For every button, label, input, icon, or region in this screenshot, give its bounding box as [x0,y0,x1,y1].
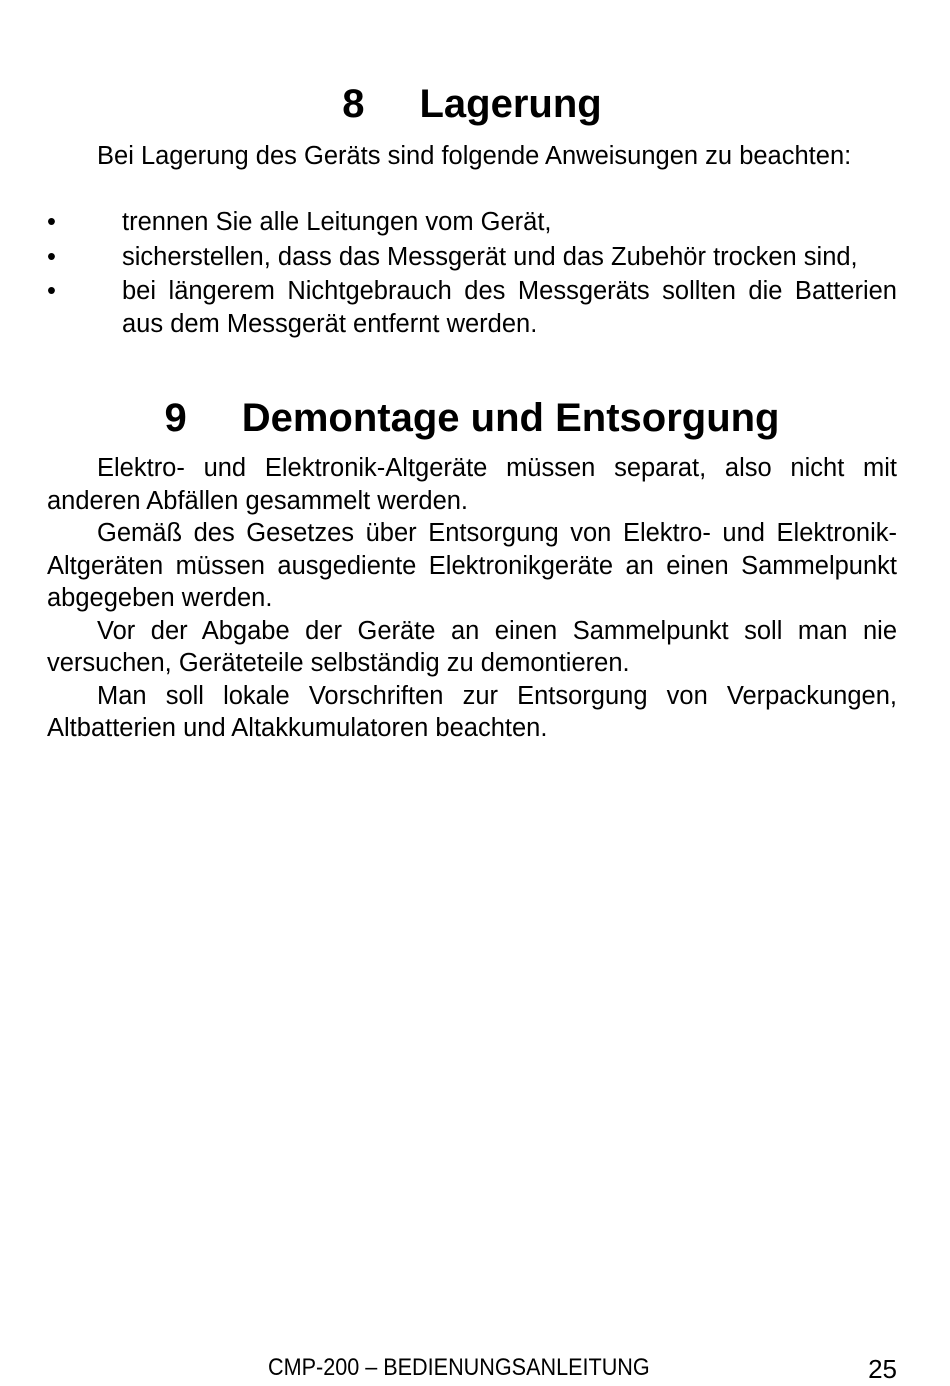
storage-instructions-list [47,206,897,342]
footer-page-number: 25 [868,1354,897,1384]
section-9-body [47,452,897,745]
list-item [47,206,897,239]
section-9-number: 9 [164,396,187,440]
section-8-number: 8 [342,82,365,126]
section-9-paragraph: Man soll lokale Vorschriften zur Entsorgung von Verpackungen, Altbatterien und Altakkumulatoren beachten. [47,681,897,742]
list-item-text: bei längerem Nichtgebrauch des Messgeräts sollten die Batterien aus dem Messgerät entfernt werden. [122,277,897,338]
section-9-paragraph: Vor der Abgabe der Geräte an einen Sammelpunkt soll man nie versuchen, Geräteteile selbständig zu demontieren. [47,616,897,677]
list-item [47,275,897,340]
footer-document-title: CMP-200 – BEDIENUNGSANLEITUNG [268,1354,650,1381]
list-item-text: sicherstellen, dass das Messgerät und das Zubehör trocken sind, [122,242,858,271]
bullet-icon: • [47,208,56,236]
list-item [47,241,897,274]
section-8-title: Lagerung [419,82,602,126]
section-9-heading [47,398,897,438]
section-9-paragraph: Elektro- und Elektronik-Altgeräte müssen separat, also nicht mit anderen Abfällen gesammelt werden. [47,454,897,515]
section-9-paragraph: Gemäß des Gesetzes über Entsorgung von Elektro- und Elektronik-Altgeräten müssen ausgediente Elektronikgeräte an einen Sammelpunkt abgegeben werden. [47,519,897,612]
section-8-intro: Bei Lagerung des Geräts sind folgende Anweisungen zu beachten: [97,142,852,170]
section-9-title: Demontage und Entsorgung [241,396,780,440]
page-footer [0,1354,950,1386]
bullet-icon: • [47,277,56,305]
list-item-text: trennen Sie alle Leitungen vom Gerät, [122,208,552,236]
bullet-icon: • [47,242,56,271]
section-8-heading [47,84,897,124]
